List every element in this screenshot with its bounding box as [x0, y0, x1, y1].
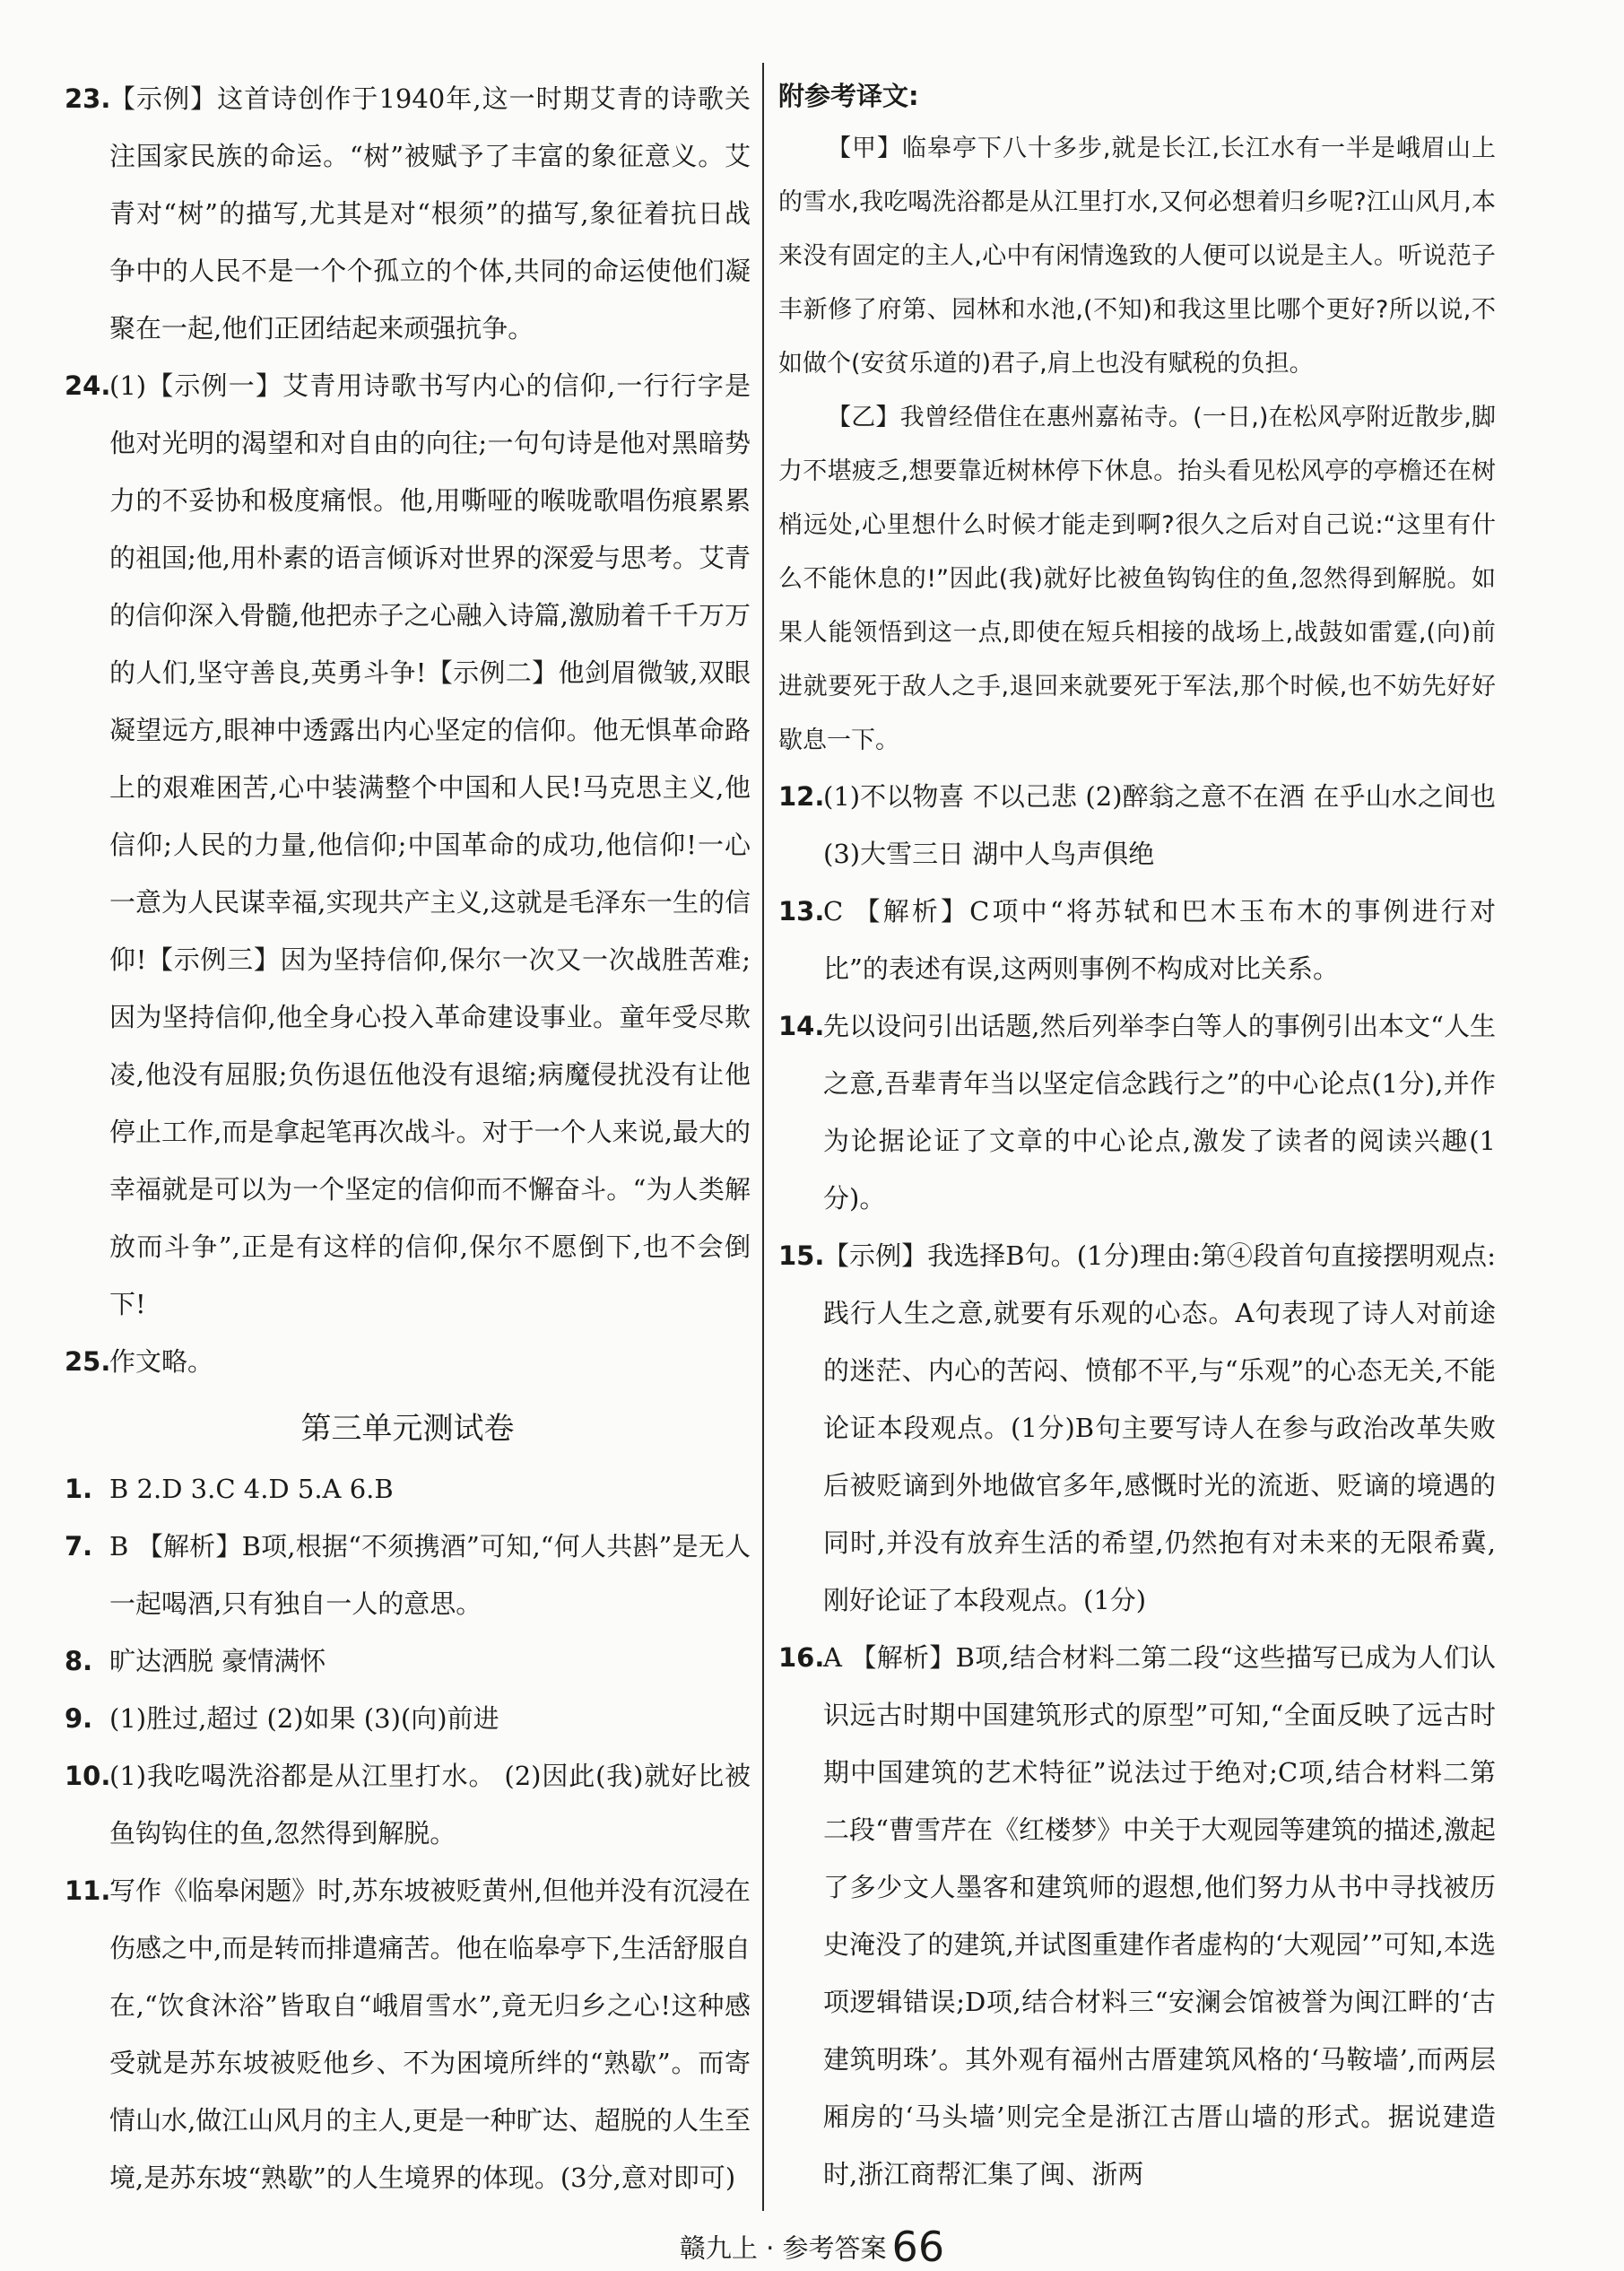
section-title: 第三单元测试卷	[300, 1411, 515, 1447]
item-number: 7.	[65, 1531, 93, 1562]
item-number: 10.	[65, 1761, 111, 1791]
item-number: 1.	[65, 1474, 93, 1504]
item-number: 11.	[65, 1875, 111, 1906]
answer-7	[65, 1518, 751, 1632]
item-text: 【示例】我选择B句。(1分)理由:第④段首句直接摆明观点:践行人生之意,就要有乐观的心态。A句表现了诗人对前途的迷茫、内心的苦闷、愤郁不平,与“乐观”的心态无关,不能论证本段观点。(1分)B句主要写诗人在参与政治改革失败后被贬谪到外地做官多年,感慨时光的流逝、贬谪的境遇的同时,并没有放弃生活的希望,仍然抱有对未来的无限希冀,刚好论证了本段观点。(1分)	[823, 1240, 1496, 1615]
page-footer	[0, 2223, 1624, 2271]
answer-1-6	[65, 1460, 751, 1518]
answer-9	[65, 1690, 751, 1747]
item-number: 24.	[65, 370, 111, 401]
page-number: 66	[891, 2223, 945, 2271]
footer-text: 赣九上 · 参考答案	[679, 2232, 887, 2264]
item-number: 16.	[778, 1642, 825, 1673]
item-text: C 【解析】C项中“将苏轼和巴木玉布木的事例进行对比”的表述有误,这两则事例不构成对比关系。	[823, 896, 1496, 984]
translation-yi: 【乙】我曾经借住在惠州嘉祐寺。(一日,)在松风亭附近散步,脚力不堪疲乏,想要靠近树林停下休息。抬头看见松风亭的亭檐还在树梢远处,心里想什么时候才能走到啊?很久之后对自己说:“这里有什么不能休息的!”因此(我)就好比被鱼钩钩住的鱼,忽然得到解脱。如果人能领悟到这一点,即使在短兵相接的战场上,战鼓如雷霆,(向)前进就要死于敌人之手,退回来就要死于军法,那个时候,也不妨先好好歇息一下。	[778, 404, 1496, 754]
item-number: 15.	[778, 1240, 825, 1271]
item-text: (1)我吃喝洗浴都是从江里打水。 (2)因此(我)就好比被鱼钩钩住的鱼,忽然得到解脱。	[109, 1761, 751, 1849]
right-column	[778, 70, 1496, 2203]
item-text: (1)胜过,超过 (2)如果 (3)(向)前进	[109, 1703, 499, 1734]
translation-jia: 【甲】临皋亭下八十多步,就是长江,长江水有一半是峨眉山上的雪水,我吃喝洗浴都是从江里打水,又何必想着归乡呢?江山风月,本来没有固定的主人,心中有闲情逸致的人便可以说是主人。听说范子丰新修了府第、园林和水池,(不知)和我这里比哪个更好?所以说,不如做个(安贫乐道的)君子,肩上也没有赋税的负担。	[778, 135, 1496, 378]
item-number: 25.	[65, 1346, 111, 1377]
item-number: 13.	[778, 896, 825, 927]
translation-header: 附参考译文:	[778, 81, 919, 111]
answer-24	[65, 357, 751, 1333]
item-number: 12.	[778, 781, 825, 812]
left-column	[65, 70, 751, 2206]
answer-12	[778, 768, 1496, 883]
answer-14	[778, 997, 1496, 1227]
item-text: A 【解析】B项,结合材料二第二段“这些描写已成为人们认识远古时期中国建筑形式的原型”可知,“全面反映了远古时期中国建筑的艺术特征”说法过于绝对;C项,结合材料二第二段“曹雪芹在《红楼梦》中关于大观园等建筑的描述,激起了多少文人墨客和建筑师的遐想,他们努力从书中寻找被历史淹没了的建筑,并试图重建作者虚构的‘大观园’”可知,本选项逻辑错误;D项,结合材料三“安澜会馆被誉为闽江畔的‘古建筑明珠’。其外观有福州古厝建筑风格的‘马鞍墙’,而两层厢房的‘马头墙’则完全是浙江古厝山墙的形式。据说建造时,浙江商帮汇集了闽、浙两	[823, 1642, 1496, 2189]
answer-8	[65, 1632, 751, 1690]
item-text: 旷达洒脱 豪情满怀	[109, 1646, 326, 1676]
answer-11	[65, 1862, 751, 2206]
column-divider	[762, 63, 764, 2211]
item-text: (1)不以物喜 不以己悲 (2)醉翁之意不在酒 在乎山水之间也 (3)大雪三日 湖中人鸟声俱绝	[823, 781, 1496, 869]
answer-23	[65, 70, 751, 357]
item-text: 作文略。	[109, 1346, 214, 1377]
item-text: 【示例】这首诗创作于1940年,这一时期艾青的诗歌关注国家民族的命运。“树”被赋予了丰富的象征意义。艾青对“树”的描写,尤其是对“根须”的描写,象征着抗日战争中的人民不是一个个孤立的个体,共同的命运使他们凝聚在一起,他们正团结起来顽强抗争。	[109, 83, 751, 344]
item-number: 14.	[778, 1011, 825, 1041]
item-number: 23.	[65, 83, 111, 114]
answer-10	[65, 1747, 751, 1862]
item-number: 9.	[65, 1703, 93, 1734]
item-text: B 【解析】B项,根据“不须携酒”可知,“何人共斟”是无人一起喝酒,只有独自一人的意思。	[109, 1531, 751, 1619]
answer-15	[778, 1227, 1496, 1629]
answer-25	[65, 1333, 751, 1390]
item-number: 8.	[65, 1646, 93, 1676]
item-text: 写作《临皋闲题》时,苏东坡被贬黄州,但他并没有沉浸在伤感之中,而是转而排遣痛苦。他在临皋亭下,生活舒服自在,“饮食沐浴”皆取自“峨眉雪水”,竟无归乡之心!这种感受就是苏东坡被贬他乡、不为困境所绊的“熟歇”。而寄情山水,做江山风月的主人,更是一种旷达、超脱的人生至境,是苏东坡“熟歇”的人生境界的体现。(3分,意对即可)	[109, 1875, 751, 2193]
item-text: B 2.D 3.C 4.D 5.A 6.B	[109, 1474, 394, 1504]
item-text: (1)【示例一】艾青用诗歌书写内心的信仰,一行行字是他对光明的渴望和对自由的向往;一句句诗是他对黑暗势力的不妥协和极度痛恨。他,用嘶哑的喉咙歌唱伤痕累累的祖国;他,用朴素的语言倾诉对世界的深爱与思考。艾青的信仰深入骨髓,他把赤子之心融入诗篇,激励着千千万万的人们,坚守善良,英勇斗争!【示例二】他剑眉微皱,双眼凝望远方,眼神中透露出内心坚定的信仰。他无惧革命路上的艰难困苦,心中装满整个中国和人民!马克思主义,他信仰;人民的力量,他信仰;中国革命的成功,他信仰!一心一意为人民谋幸福,实现共产主义,这就是毛泽东一生的信仰!【示例三】因为坚持信仰,保尔一次又一次战胜苦难;因为坚持信仰,他全身心投入革命建设事业。童年受尽欺凌,他没有屈服;负伤退伍他没有退缩;病魔侵扰没有让他停止工作,而是拿起笔再次战斗。对于一个人来说,最大的幸福就是可以为一个坚定的信仰而不懈奋斗。“为人类解放而斗争”,正是有这样的信仰,保尔不愿倒下,也不会倒下!	[109, 370, 751, 1319]
answer-16	[778, 1629, 1496, 2203]
item-text: 先以设问引出话题,然后列举李白等人的事例引出本文“人生之意,吾辈青年当以坚定信念践行之”的中心论点(1分),并作为论据论证了文章的中心论点,激发了读者的阅读兴趣(1分)。	[823, 1011, 1496, 1214]
answer-13	[778, 883, 1496, 997]
